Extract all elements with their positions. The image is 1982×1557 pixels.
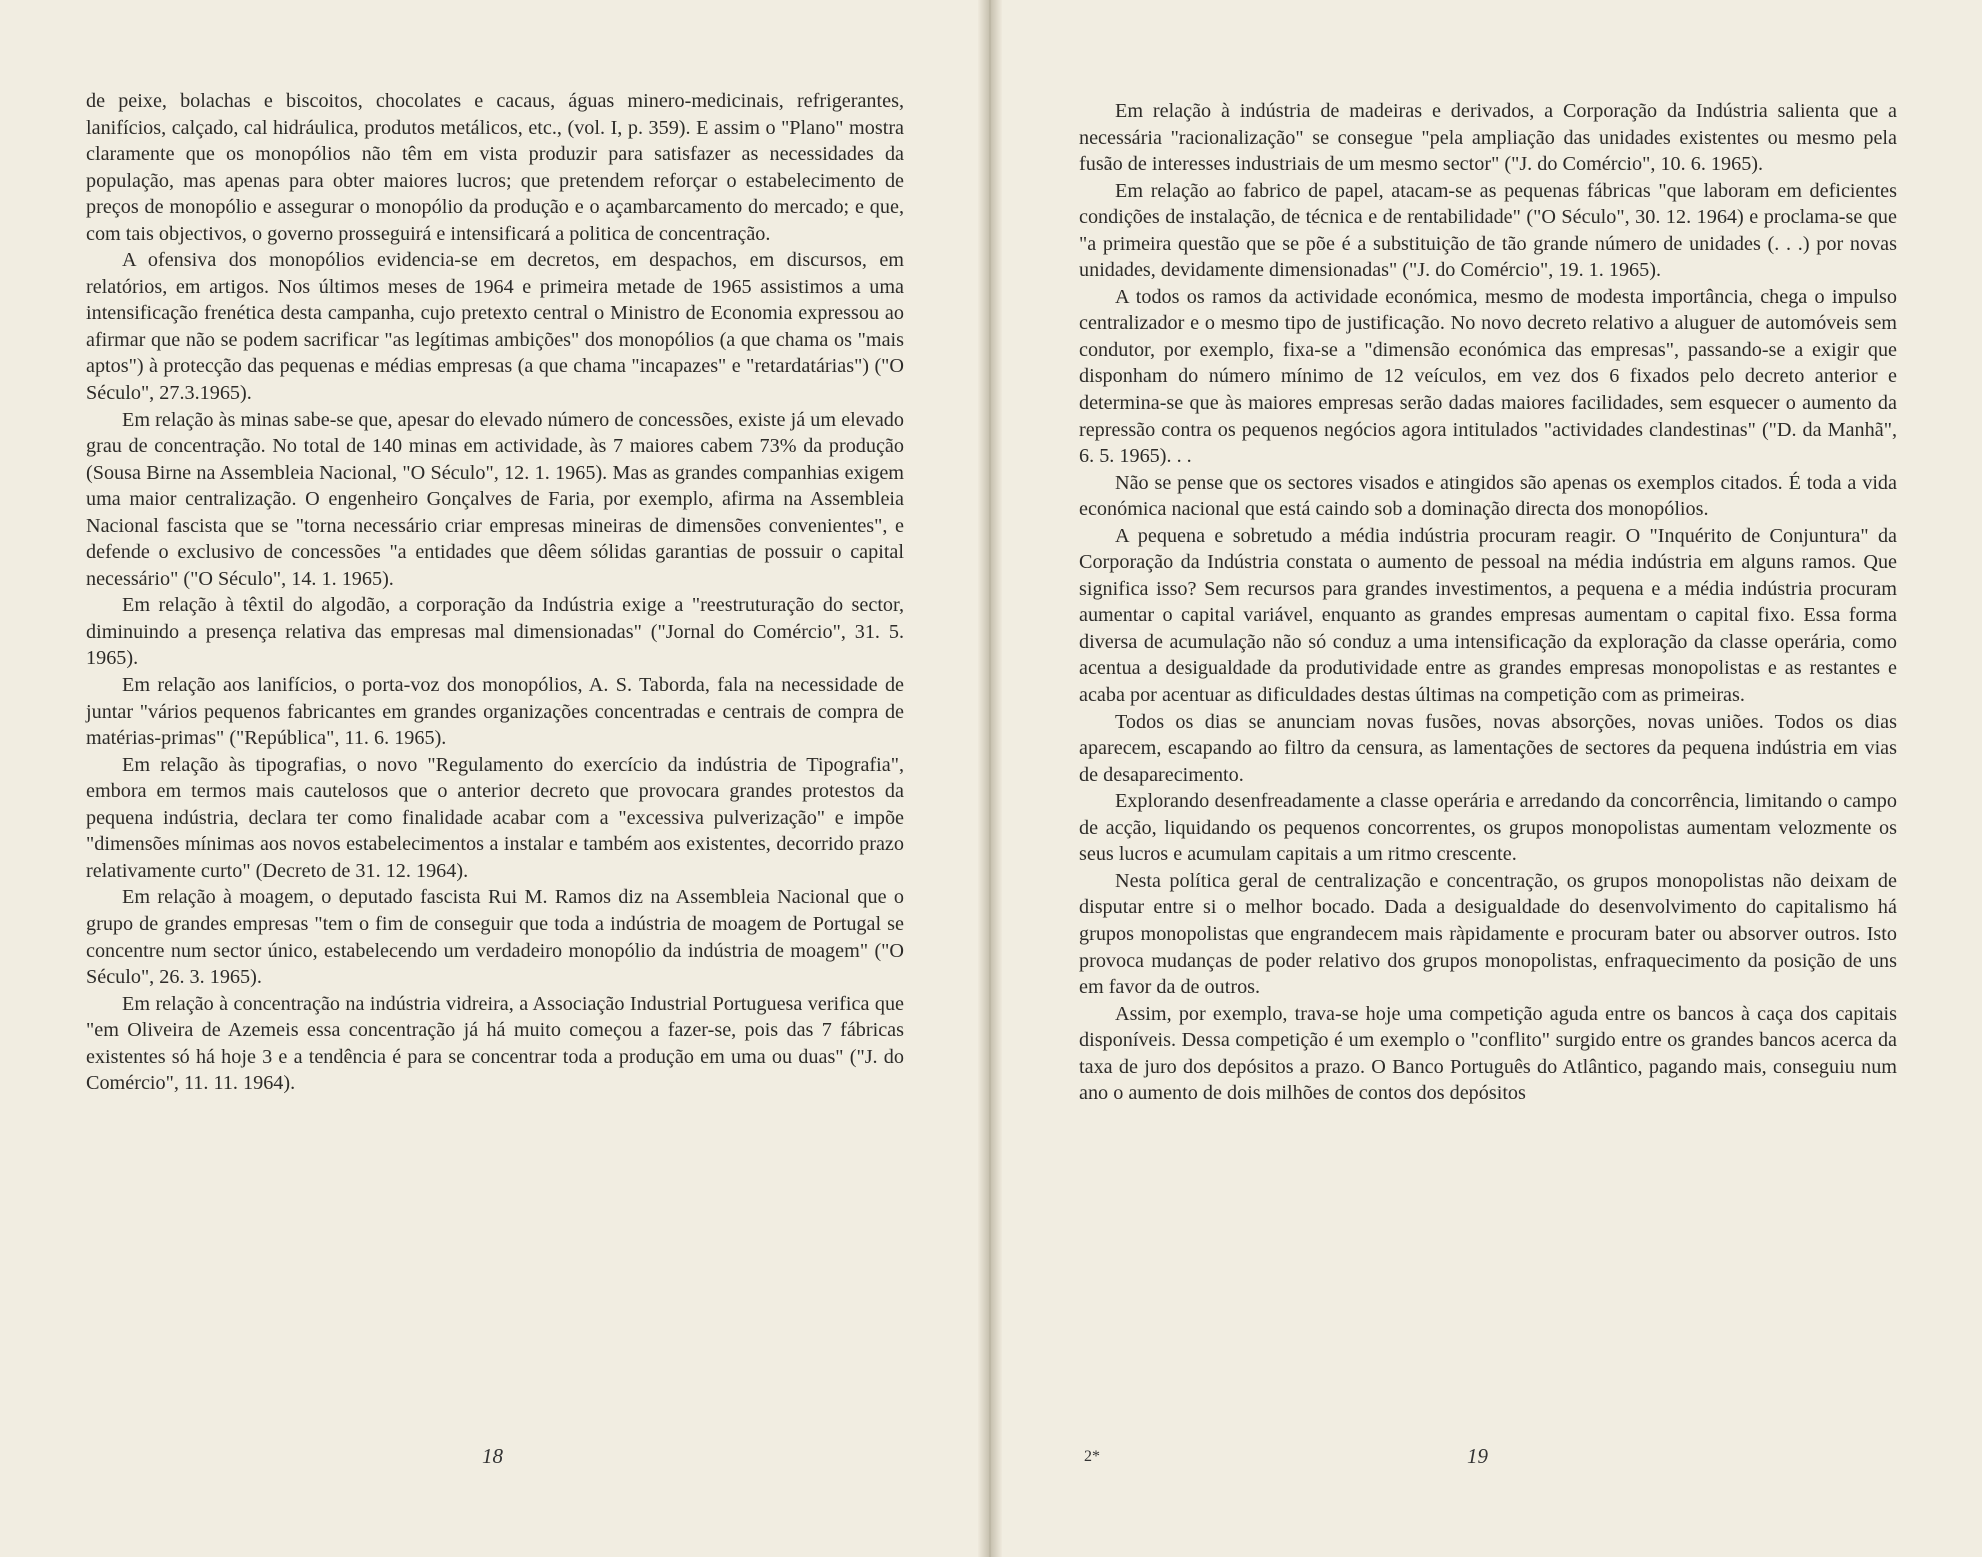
- signature-mark: 2*: [1084, 1448, 1100, 1465]
- paragraph: A pequena e sobretudo a média indústria procuram reagir. O "Inquérito de Conjuntura" da Corporação da Indústria constata o aumento de pessoal na média indústria em alguns ramos. Que significa isso? Sem recursos para grandes investimentos, a pequena e a média indústria procuram aumentar o capital variável, enquanto as grandes empresas aumentam o capital fixo. Essa forma diversa de acumulação não só conduz a uma intensificação da exploração da classe operária, como acentua a desigualdade da produtividade entre as grandes empresas monopolistas e as restantes e acaba por acentuar as dificuldades destas últimas na competição com as primeiras.: [1079, 524, 1897, 707]
- paragraph: Todos os dias se anunciam novas fusões, novas absorções, novas uniões. Todos os dias aparecem, escapando ao filtro da censura, as lamentações de sectores da pequena indústria em vias de desaparecimento.: [1079, 710, 1897, 786]
- paragraph: A ofensiva dos monopólios evidencia-se em decretos, em despachos, em discursos, em relatórios, em artigos. Nos últimos meses de 1964 e primeira metade de 1965 assistimos a uma intensificação frenética desta campanha, cujo pretexto central o Ministro de Economia expressou ao afirmar que não se podem sacrificar "as legítimas ambições" dos monopólios (a que chama os "mais aptos") à protecção das pequenas e médias empresas (a que chama "incapazes" e "retardatárias") ("O Século", 27.3.1965).: [86, 249, 904, 405]
- paragraph: de peixe, bolachas e biscoitos, chocolates e cacaus, águas minero-medicinais, refrigerantes, lanifícios, calçado, cal hidráulica, produtos metálicos, etc., (vol. I, p. 359). E assim o "Plano" mostra claramente que os monopólios não têm em vista produzir para satisfazer as necessidades da população, mas apenas para obter maiores lucros; que pretendem reforçar o estabelecimento de preços de monopólio e assegurar o monopólio da produção e o açambarcamento do mercado; e que, com tais objectivos, o governo prosseguirá e intensificará a politica de concentração.: [86, 90, 904, 245]
- paragraph: Em relação à moagem, o deputado fascista Rui M. Ramos diz na Assembleia Nacional que o grupo de grandes empresas "tem o fim de conseguir que toda a indústria de moagem de Portugal se concentre num sector único, estabelecendo um verdadeiro monopólio da indústria de moagem" ("O Século", 26. 3. 1965).: [86, 886, 904, 989]
- right-page-text: [1079, 98, 1897, 1107]
- paragraph: Assim, por exemplo, trava-se hoje uma competição aguda entre os bancos à caça dos capitais disponíveis. Dessa competição é um exemplo o "conflito" surgido entre os grandes bancos acerca da taxa de juro dos depósitos a prazo. O Banco Português do Atlântico, pagando mais, conseguiu num ano o aumento de dois milhões de contos dos depósitos: [1079, 1002, 1897, 1105]
- paragraph: Em relação à concentração na indústria vidreira, a Associação Industrial Portuguesa verifica que "em Oliveira de Azemeis essa concentração já há muito começou a fazer-se, pois das 7 fábricas existentes só há hoje 3 e a tendência é para se concentrar toda a produção em uma ou duas" ("J. do Comércio", 11. 11. 1964).: [86, 992, 904, 1095]
- paragraph: Em relação à têxtil do algodão, a corporação da Indústria exige a "reestruturação do sector, diminuindo a presença relativa das empresas mal dimensionadas" ("Jornal do Comércio", 31. 5. 1965).: [86, 594, 904, 670]
- book-gutter: [978, 0, 1002, 1557]
- paragraph: Nesta política geral de centralização e concentração, os grupos monopolistas não deixam de disputar entre si o melhor bocado. Dada a desigualdade do desenvolvimento do capitalismo há grupos monopolistas que engrandecem mais ràpidamente e procuram bater ou absorver outros. Isto provoca mudanças de poder relativo dos grupos monopolistas, enfraquecimento da posição de uns em favor da de outros.: [1079, 869, 1897, 999]
- paragraph: Em relação à indústria de madeiras e derivados, a Corporação da Indústria salienta que a necessária "racionalização" se consegue "pela ampliação das unidades existentes ou mesmo pela fusão de interesses industriais de um mesmo sector" ("J. do Comércio", 10. 6. 1965).: [1079, 100, 1897, 176]
- page-number: 18: [482, 1444, 503, 1468]
- paragraph: Em relação ao fabrico de papel, atacam-se as pequenas fábricas "que laboram em deficientes condições de instalação, de técnica e de rentabilidade" ("O Século", 30. 12. 1964) e proclama-se que "a primeira questão que se põe é a substituição de tão grande número de unidades (. . .) por novas unidades, devidamente dimensionadas" ("J. do Comércio", 19. 1. 1965).: [1079, 179, 1897, 282]
- right-page: [994, 0, 1982, 1557]
- paragraph: A todos os ramos da actividade económica, mesmo de modesta importância, chega o impulso centralizador e o mesmo tipo de justificação. No novo decreto relativo a aluguer de automóveis sem condutor, por exemplo, fixa-se a "dimensão económica das empresas", passando-se a exigir que disponham do número mínimo de 12 veículos, em vez dos 6 fixados pelo decreto anterior e determina-se que às maiores empresas serão dadas maiores facilidades, sem esquecer o aumento da repressão contra os pequenos negócios agora intitulados "actividades clandestinas" ("D. da Manhã", 6. 5. 1965). . .: [1079, 285, 1897, 468]
- paragraph: Não se pense que os sectores visados e atingidos são apenas os exemplos citados. É toda a vida económica nacional que está caindo sob a dominação directa dos monopólios.: [1079, 471, 1897, 521]
- paragraph: Em relação às tipografias, o novo "Regulamento do exercício da indústria de Tipografia", embora em termos mais cautelosos que o anterior decreto que provocara grandes protestos da pequena indústria, declara ter como finalidade acabar com a "excessiva pulverização" e impõe "dimensões mínimas aos novos estabelecimentos a instalar e também aos existentes, decorrido prazo relativamente curto" (Decreto de 31. 12. 1964).: [86, 753, 904, 882]
- page-number: 19: [1467, 1444, 1488, 1468]
- paragraph: Em relação às minas sabe-se que, apesar do elevado número de concessões, existe já um elevado grau de concentração. No total de 140 minas em actividade, às 7 maiores cabem 73% da produção (Sousa Birne na Assembleia Nacional, "O Século", 12. 1. 1965). Mas as grandes companhias exigem uma maior centralização. O engenheiro Gonçalves de Faria, por exemplo, afirma na Assembleia Nacional fascista que se "torna necessário criar empresas mineiras de dimensões convenientes", e defende o exclusivo de concessões "a entidades que dêem sólidas garantias de possuir o capital necessário" ("O Século", 14. 1. 1965).: [86, 408, 904, 590]
- paragraph: Em relação aos lanifícios, o porta-voz dos monopólios, A. S. Taborda, fala na necessidade de juntar "vários pequenos fabricantes em grandes organizações concentradas e centrais de compra de matérias-primas" ("República", 11. 6. 1965).: [86, 674, 904, 750]
- left-page-text: [86, 88, 904, 1097]
- paragraph: Explorando desenfreadamente a classe operária e arredando da concorrência, limitando o campo de acção, liquidando os pequenos concorrentes, os grupos monopolistas aumentam velozmente os seus lucros e acumulam capitais a um ritmo crescente.: [1079, 790, 1897, 866]
- left-page: [0, 0, 990, 1557]
